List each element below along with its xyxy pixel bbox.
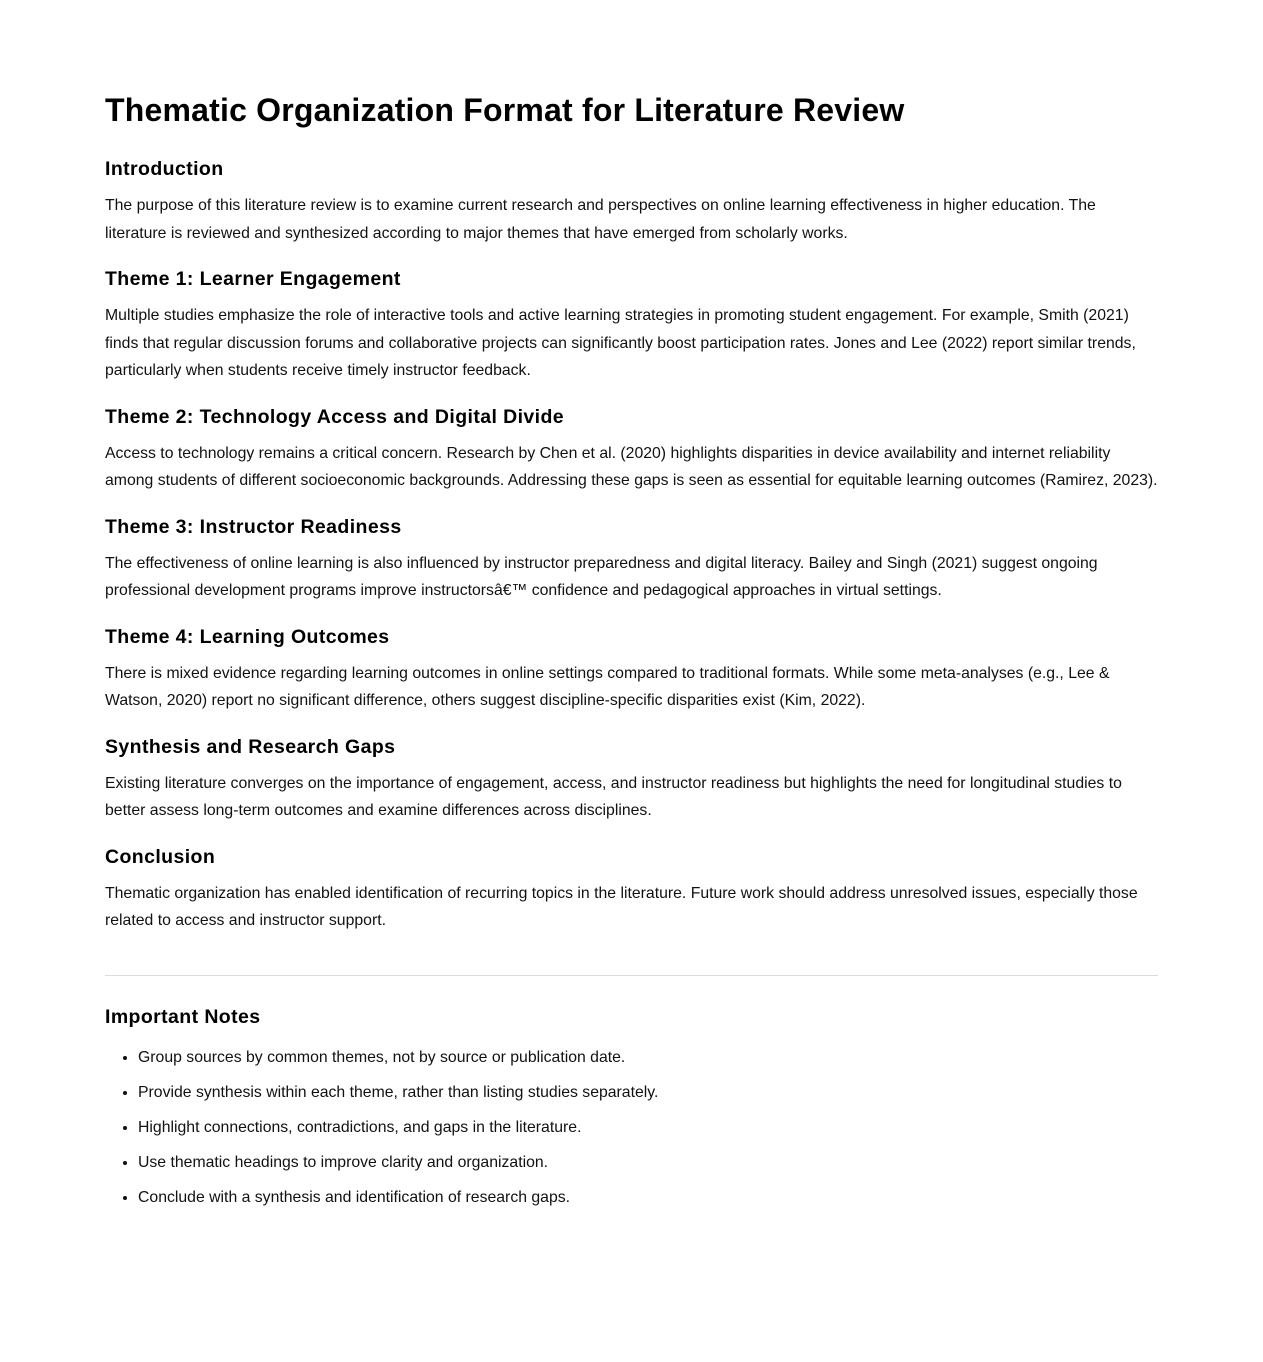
section-heading: Synthesis and Research Gaps xyxy=(105,735,396,758)
section-heading: Conclusion xyxy=(105,845,216,868)
section-theme-1 xyxy=(105,266,1158,385)
section-body: There is mixed evidence regarding learning outcomes in online settings compared to traditional formats. While some meta-analyses (e.g., Lee & Watson, 2020) report no significant difference, others suggest discipline-specific disparities exist (Kim, 2022). xyxy=(105,664,1110,709)
section-body: Multiple studies emphasize the role of interactive tools and active learning strategies in promoting student engagement. For example, Smith (2021) finds that regular discussion forums and collaborative projects can significantly boost participation rates. Jones and Lee (2022) report similar trends, particularly when students receive timely instructor feedback. xyxy=(105,307,1136,379)
section-heading: Theme 3: Instructor Readiness xyxy=(105,515,402,538)
section-body: Access to technology remains a critical concern. Research by Chen et al. (2020) highlights disparities in device availability and internet reliability among students of different socioeconomic backgrounds. Addressing these gaps is seen as essential for equitable learning outcomes (Ramirez, 2023). xyxy=(105,444,1158,489)
section-heading: Theme 4: Learning Outcomes xyxy=(105,625,390,648)
section-heading: Theme 2: Technology Access and Digital Divide xyxy=(105,405,565,428)
section-heading: Theme 1: Learner Engagement xyxy=(105,268,401,290)
section-synthesis xyxy=(105,734,1158,825)
section-introduction xyxy=(105,156,1158,247)
list-item: • Provide synthesis within each theme, rather than listing studies separately. xyxy=(138,1083,1158,1102)
list-item: • Group sources by common themes, not by source or publication date. xyxy=(138,1048,1158,1067)
list-item: • Highlight connections, contradictions, and gaps in the literature. xyxy=(138,1118,1158,1137)
important-notes xyxy=(105,1004,1158,1207)
section-body: Thematic organization has enabled identification of recurring topics in the literature. Future work should address unresolved issues, especially those related to access and instructor support. xyxy=(105,884,1138,929)
section-body: Existing literature converges on the importance of engagement, access, and instructor readiness but highlights the need for longitudinal studies to better assess long-term outcomes and examine differences across disciplines. xyxy=(105,774,1122,819)
list-item: • Conclude with a synthesis and identification of research gaps. xyxy=(138,1188,1158,1207)
notes-list xyxy=(105,1048,1158,1207)
list-item: • Use thematic headings to improve clarity and organization. xyxy=(138,1153,1158,1172)
section-theme-4 xyxy=(105,624,1158,715)
document xyxy=(105,0,1158,1207)
page-title: Thematic Organization Format for Literature Review xyxy=(105,92,905,128)
section-divider xyxy=(105,975,1158,976)
notes-heading: Important Notes xyxy=(105,1005,261,1028)
section-heading: Introduction xyxy=(105,158,224,180)
section-conclusion xyxy=(105,844,1158,935)
section-theme-2 xyxy=(105,404,1158,495)
section-body: The effectiveness of online learning is also influenced by instructor preparedness and digital literacy. Bailey and Singh (2021) suggest ongoing professional development programs improve instructorsâ€™ confidence and pedagogical approaches in virtual settings. xyxy=(105,554,1098,599)
section-theme-3 xyxy=(105,514,1158,605)
section-body: The purpose of this literature review is to examine current research and perspectives on online learning effectiveness in higher education. The literature is reviewed and synthesized according to major themes that have emerged from scholarly works. xyxy=(105,197,1096,242)
